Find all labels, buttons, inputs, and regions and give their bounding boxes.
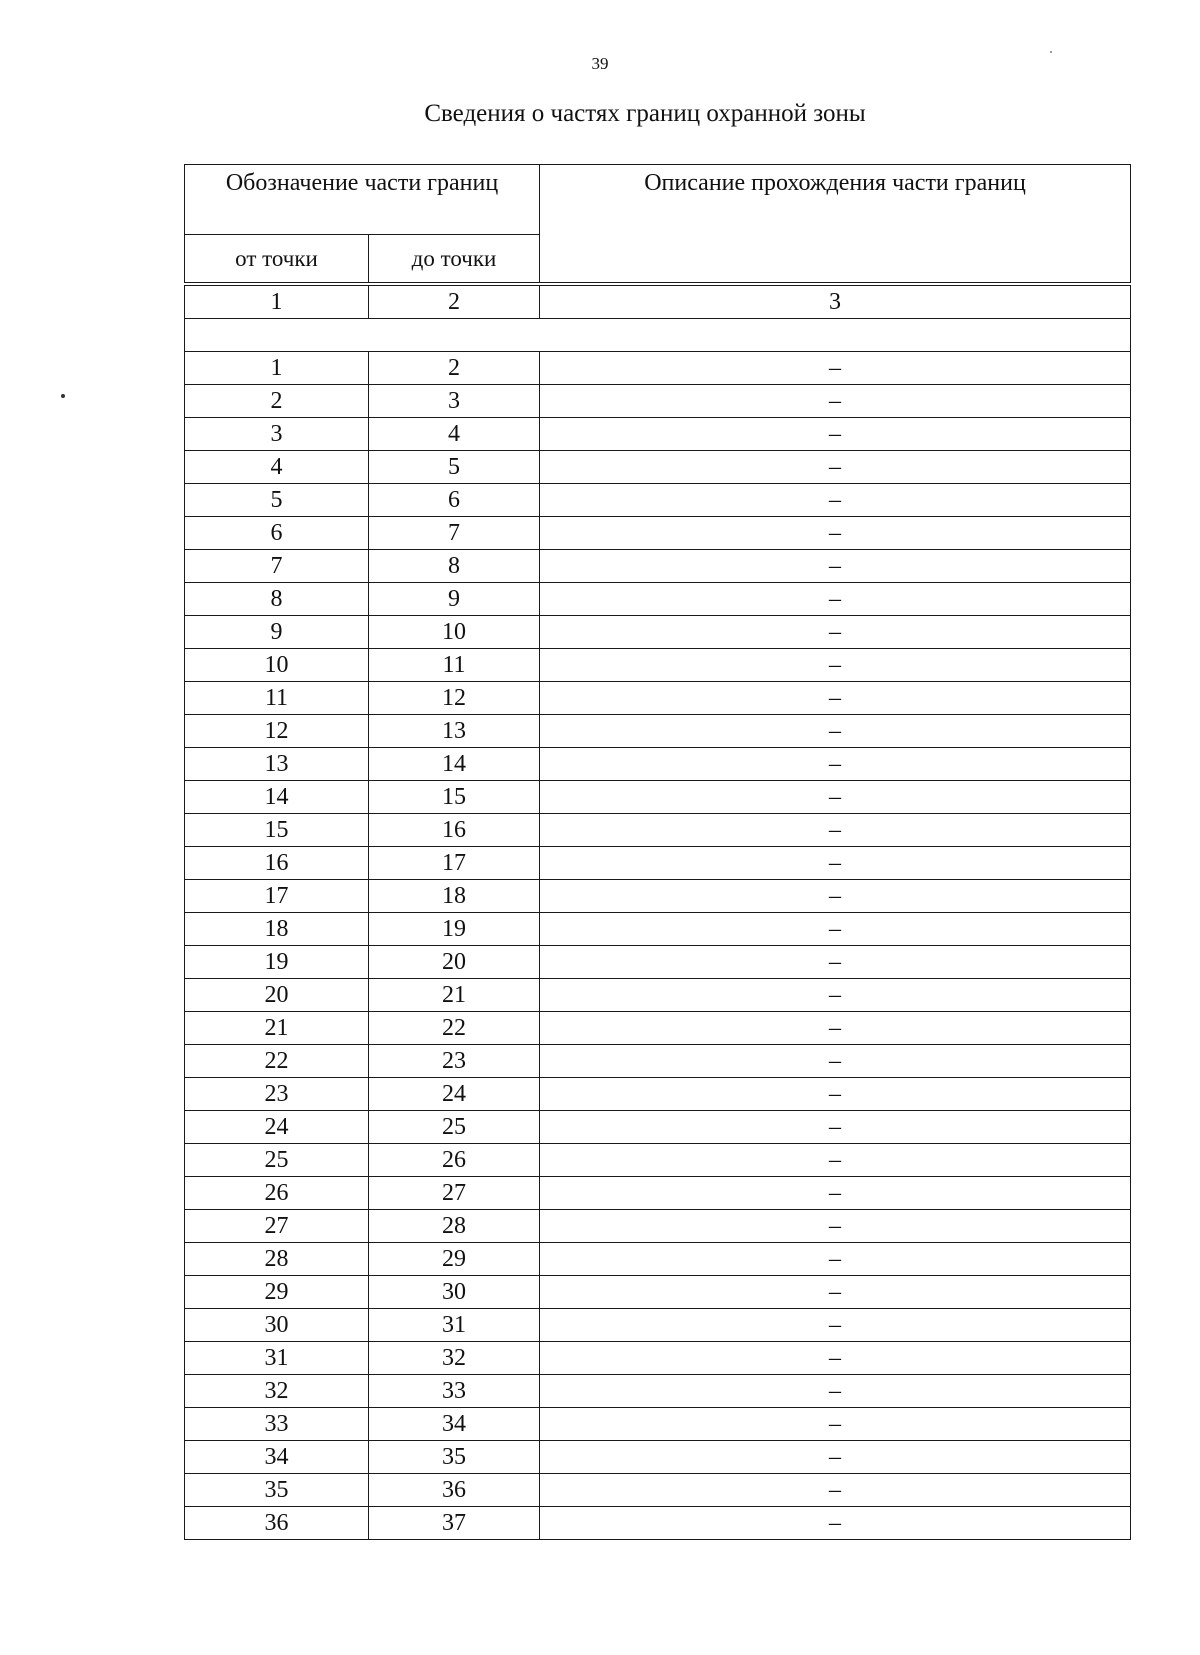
table-row (185, 979, 1131, 1012)
to-point-cell: 23 (369, 1045, 540, 1078)
description-cell: – (540, 1243, 1131, 1276)
from-point-cell: 18 (185, 913, 369, 946)
from-point-cell: 2 (185, 385, 369, 418)
description-cell: – (540, 1177, 1131, 1210)
from-point-cell: 22 (185, 1045, 369, 1078)
from-point-cell: 25 (185, 1144, 369, 1177)
description-cell: – (540, 1408, 1131, 1441)
to-point-cell: 31 (369, 1309, 540, 1342)
column-number: 3 (540, 286, 1131, 319)
table-row (185, 1408, 1131, 1441)
description-cell: – (540, 1276, 1131, 1309)
to-point-cell: 3 (369, 385, 540, 418)
from-point-cell: 23 (185, 1078, 369, 1111)
from-point-cell: 4 (185, 451, 369, 484)
table-row (185, 1309, 1131, 1342)
description-cell: – (540, 418, 1131, 451)
table-row (185, 1276, 1131, 1309)
from-point-cell: 21 (185, 1012, 369, 1045)
to-point-cell: 11 (369, 649, 540, 682)
table-row (185, 1111, 1131, 1144)
table-row (185, 1210, 1131, 1243)
from-point-cell: 27 (185, 1210, 369, 1243)
description-cell: – (540, 715, 1131, 748)
description-cell: – (540, 583, 1131, 616)
from-point-cell: 14 (185, 781, 369, 814)
to-point-header: до точки (369, 235, 540, 283)
to-point-cell: 14 (369, 748, 540, 781)
description-cell: – (540, 352, 1131, 385)
from-point-cell: 31 (185, 1342, 369, 1375)
description-cell: – (540, 484, 1131, 517)
description-cell: – (540, 1012, 1131, 1045)
description-cell: – (540, 913, 1131, 946)
from-point-cell: 15 (185, 814, 369, 847)
to-point-cell: 13 (369, 715, 540, 748)
table-row (185, 1144, 1131, 1177)
scan-speck (61, 394, 65, 398)
to-point-cell: 12 (369, 682, 540, 715)
description-cell: – (540, 385, 1131, 418)
table-row (185, 583, 1131, 616)
to-point-cell: 36 (369, 1474, 540, 1507)
from-point-cell: 29 (185, 1276, 369, 1309)
table-row (185, 385, 1131, 418)
from-point-header: от точки (185, 235, 369, 283)
description-cell: – (540, 682, 1131, 715)
to-point-cell: 29 (369, 1243, 540, 1276)
to-point-cell: 21 (369, 979, 540, 1012)
from-point-cell: 28 (185, 1243, 369, 1276)
from-point-cell: 10 (185, 649, 369, 682)
description-cell: – (540, 748, 1131, 781)
table-row (185, 418, 1131, 451)
to-point-cell: 2 (369, 352, 540, 385)
table-row (185, 1012, 1131, 1045)
to-point-cell: 35 (369, 1441, 540, 1474)
to-point-cell: 30 (369, 1276, 540, 1309)
table-row (185, 814, 1131, 847)
to-point-cell: 7 (369, 517, 540, 550)
to-point-cell: 24 (369, 1078, 540, 1111)
description-cell: – (540, 880, 1131, 913)
to-point-cell: 25 (369, 1111, 540, 1144)
table-row (185, 649, 1131, 682)
table-row (185, 682, 1131, 715)
description-cell: – (540, 1342, 1131, 1375)
table-row (185, 1243, 1131, 1276)
table-row (185, 451, 1131, 484)
description-cell: – (540, 1078, 1131, 1111)
to-point-cell: 9 (369, 583, 540, 616)
table-row (185, 1177, 1131, 1210)
to-point-cell: 4 (369, 418, 540, 451)
from-point-cell: 16 (185, 847, 369, 880)
from-point-cell: 19 (185, 946, 369, 979)
description-cell: – (540, 1045, 1131, 1078)
table-row (185, 748, 1131, 781)
to-point-cell: 16 (369, 814, 540, 847)
description-cell: – (540, 1474, 1131, 1507)
from-point-cell: 11 (185, 682, 369, 715)
table-row (185, 352, 1131, 385)
description-cell: – (540, 781, 1131, 814)
description-cell: – (540, 550, 1131, 583)
description-cell: – (540, 1144, 1131, 1177)
boundary-table (184, 285, 1131, 1540)
from-point-cell: 12 (185, 715, 369, 748)
description-cell: – (540, 1309, 1131, 1342)
description-cell: – (540, 649, 1131, 682)
from-point-cell: 20 (185, 979, 369, 1012)
to-point-cell: 20 (369, 946, 540, 979)
column-number: 2 (369, 286, 540, 319)
from-point-cell: 8 (185, 583, 369, 616)
from-point-cell: 3 (185, 418, 369, 451)
description-cell: – (540, 946, 1131, 979)
description-cell: – (540, 1210, 1131, 1243)
to-point-cell: 32 (369, 1342, 540, 1375)
table-row (185, 484, 1131, 517)
from-point-cell: 24 (185, 1111, 369, 1144)
from-point-cell: 26 (185, 1177, 369, 1210)
from-point-cell: 9 (185, 616, 369, 649)
from-point-cell: 36 (185, 1507, 369, 1540)
table-row (185, 1375, 1131, 1408)
table-row (185, 781, 1131, 814)
description-cell: – (540, 814, 1131, 847)
to-point-cell: 15 (369, 781, 540, 814)
blank-row (185, 319, 1131, 352)
description-cell: – (540, 517, 1131, 550)
to-point-cell: 34 (369, 1408, 540, 1441)
to-point-cell: 33 (369, 1375, 540, 1408)
description-cell: – (540, 847, 1131, 880)
from-point-cell: 33 (185, 1408, 369, 1441)
column-number: 1 (185, 286, 369, 319)
description-cell: – (540, 1111, 1131, 1144)
table-row (185, 616, 1131, 649)
table-row (185, 550, 1131, 583)
page-number: 39 (591, 54, 609, 73)
description-cell: – (540, 1441, 1131, 1474)
table-row (185, 847, 1131, 880)
to-point-cell: 37 (369, 1507, 540, 1540)
blank-cell (185, 319, 1131, 352)
description-cell: – (540, 979, 1131, 1012)
table-row (185, 913, 1131, 946)
description-cell: – (540, 1507, 1131, 1540)
table-row (185, 1441, 1131, 1474)
to-point-cell: 8 (369, 550, 540, 583)
table-row (185, 1045, 1131, 1078)
header-table (184, 164, 1131, 283)
from-point-cell: 34 (185, 1441, 369, 1474)
to-point-cell: 18 (369, 880, 540, 913)
description-cell: – (540, 1375, 1131, 1408)
table-row (185, 946, 1131, 979)
to-point-cell: 6 (369, 484, 540, 517)
to-point-cell: 10 (369, 616, 540, 649)
description-header: Описание прохождения части границ (540, 165, 1131, 283)
from-point-cell: 35 (185, 1474, 369, 1507)
from-point-cell: 5 (185, 484, 369, 517)
table-body (185, 286, 1131, 1540)
from-point-cell: 30 (185, 1309, 369, 1342)
from-point-cell: 13 (185, 748, 369, 781)
to-point-cell: 17 (369, 847, 540, 880)
from-point-cell: 7 (185, 550, 369, 583)
table-row (185, 880, 1131, 913)
to-point-cell: 5 (369, 451, 540, 484)
description-cell: – (540, 616, 1131, 649)
from-point-cell: 17 (185, 880, 369, 913)
page-title: Сведения о частях границ охранной зоны (424, 100, 866, 127)
to-point-cell: 28 (369, 1210, 540, 1243)
description-cell: – (540, 451, 1131, 484)
column-number-row (185, 286, 1131, 319)
table-row (185, 517, 1131, 550)
from-point-cell: 6 (185, 517, 369, 550)
to-point-cell: 27 (369, 1177, 540, 1210)
to-point-cell: 19 (369, 913, 540, 946)
from-point-cell: 32 (185, 1375, 369, 1408)
table-row (185, 1507, 1131, 1540)
table-row (185, 715, 1131, 748)
table-row (185, 1078, 1131, 1111)
designation-header: Обозначение части границ (185, 165, 540, 235)
scan-speck (1050, 51, 1052, 53)
to-point-cell: 26 (369, 1144, 540, 1177)
table-row (185, 1474, 1131, 1507)
from-point-cell: 1 (185, 352, 369, 385)
table-row (185, 1342, 1131, 1375)
to-point-cell: 22 (369, 1012, 540, 1045)
